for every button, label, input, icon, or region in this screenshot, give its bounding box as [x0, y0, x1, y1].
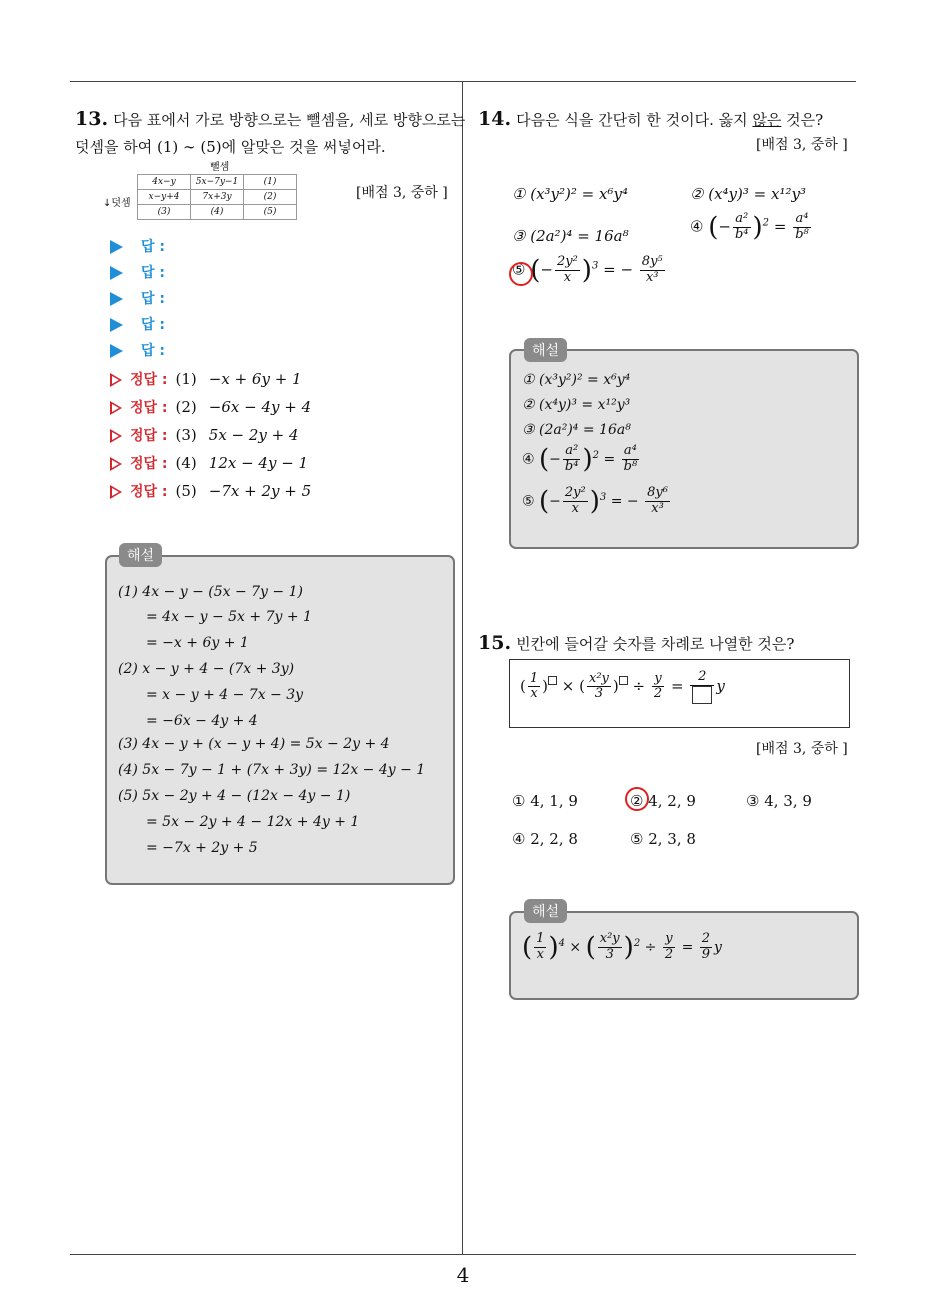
- solution-label: 정답 :: [130, 456, 168, 472]
- times-sign: ×: [561, 676, 575, 695]
- arrow-outline-icon: [110, 429, 122, 443]
- denominator: b⁴: [734, 226, 749, 242]
- table-cell: 4x−y: [138, 175, 191, 190]
- exponent: 3: [591, 260, 599, 272]
- equation: ( $\frac{1}{x}$ ) × ( $\frac{\text{x²y}}{3}$ ) ÷ $\frac{y}{2}$ = 2 y: [520, 670, 725, 704]
- denominator: b⁸: [623, 458, 638, 474]
- selected-answer-mark: [509, 262, 533, 286]
- denominator: 9: [701, 946, 711, 962]
- explanation-line: (5) 5x − 2y + 4 − (12x − 4y − 1): [118, 788, 351, 804]
- bottom-rule: [70, 1254, 856, 1255]
- page-number: 4: [456, 1263, 470, 1287]
- option-3[interactable]: ③ (2a²)⁴ = 16a⁸: [512, 227, 629, 245]
- table-top-label: 뺄셈: [210, 162, 230, 173]
- table-cell: 7x+3y: [191, 190, 244, 205]
- times-sign: ×: [569, 939, 582, 956]
- exponent: 2: [762, 217, 770, 229]
- numerator: 8y⁶: [647, 485, 668, 500]
- solution-number: (1): [175, 370, 197, 388]
- numerator: a²: [563, 444, 581, 460]
- explanation-line: = 5x − 2y + 4 − 12x + 4y + 1: [146, 814, 360, 830]
- denominator: 2: [664, 946, 674, 962]
- denominator: 3: [594, 686, 604, 702]
- table-cell: (1): [244, 175, 297, 190]
- explanation-equation: ( $\frac{1}{x}$ )$^4$ × ( $\frac{\text{x²y}}{3}$ )$^2$ ÷ $\frac{y}{2}$ = $\frac{2}{9}$ y: [522, 931, 722, 963]
- explanation-line: (3) 4x − y + (x − y + 4) = 5x − 2y + 4: [118, 736, 390, 752]
- solution-expression: −6x − 4y + 4: [208, 398, 312, 416]
- table-row: [138, 205, 297, 220]
- denominator: 2: [653, 686, 663, 702]
- question-number: 15.: [478, 632, 512, 654]
- numerator: 8y⁵: [641, 254, 663, 269]
- minus: −: [549, 493, 561, 510]
- question-15: [478, 632, 794, 654]
- solution-number: (2): [175, 398, 197, 416]
- top-rule: [70, 81, 856, 82]
- solution-number: (5): [175, 482, 197, 500]
- equals: =: [681, 939, 694, 956]
- solution-number: (3): [175, 426, 197, 444]
- explanation-line: = 4x − y − 5x + 7y + 1: [146, 609, 312, 625]
- solution-label: 정답 :: [130, 400, 168, 416]
- arrow-icon: [110, 266, 123, 280]
- variable: y: [714, 939, 722, 956]
- operation-table: [137, 174, 297, 220]
- table-cell: (3): [138, 205, 191, 220]
- option-1[interactable]: ① (x³y²)² = x⁶y⁴: [512, 185, 628, 203]
- option-2[interactable]: ② 4, 2, 9: [630, 792, 696, 810]
- question-meta: [배점 3, 중하 ]: [356, 185, 448, 201]
- column-divider: [462, 81, 463, 1254]
- explanation-line: ② (x⁴y)³ = x¹²y³: [522, 397, 631, 413]
- equals: =: [773, 217, 787, 236]
- text-part: 덧셈을 하여 (1): [75, 138, 179, 156]
- solution-line: [110, 425, 299, 445]
- exponent: 3: [599, 491, 607, 503]
- text-part: (5)에 알맞은 것을 써넣어라.: [200, 138, 386, 156]
- text-part: 것은?: [781, 111, 824, 129]
- solution-expression: −x + 6y + 1: [208, 370, 302, 388]
- numerator: x²y: [599, 931, 620, 946]
- table-cell: (4): [191, 205, 244, 220]
- numerator: a⁴: [793, 212, 811, 228]
- numerator: 1: [529, 670, 539, 686]
- denominator: x: [536, 946, 544, 962]
- question-14: [478, 108, 823, 130]
- option-1[interactable]: ① 4, 1, 9: [512, 792, 578, 810]
- denominator: b⁴: [564, 458, 579, 474]
- question-text-line1: 다음 표에서 가로 방향으로는 뺄셈을, 세로 방향으로는: [113, 111, 466, 129]
- denominator: 3: [605, 946, 614, 962]
- explanation-line: (1) 4x − y − (5x − 7y − 1): [118, 584, 303, 600]
- solution-line: [110, 481, 311, 501]
- solution-line: [110, 369, 302, 389]
- table-row: [138, 190, 297, 205]
- question-meta: [배점 3, 중하 ]: [756, 137, 848, 153]
- option-4[interactable]: ④ 2, 2, 8: [512, 830, 578, 848]
- equals: =: [603, 451, 616, 468]
- equals-minus: = −: [603, 260, 634, 279]
- minus: −: [540, 260, 553, 279]
- table-cell: x−y+4: [138, 190, 191, 205]
- solution-line: [110, 397, 311, 417]
- numerator: 2y²: [556, 254, 578, 269]
- answer-label: 답 :: [141, 317, 165, 333]
- explanation-line: = x − y + 4 − 7x − 3y: [146, 687, 304, 703]
- explanation-tag: 해설: [119, 543, 162, 567]
- answer-label: 답 :: [141, 291, 165, 307]
- option-3[interactable]: ③ 4, 3, 9: [746, 792, 812, 810]
- arrow-icon: [110, 292, 123, 306]
- answer-line[interactable]: [110, 314, 165, 334]
- numerator: 2: [690, 670, 714, 686]
- arrow-icon: [110, 344, 123, 358]
- option-number: ⑤: [522, 493, 535, 510]
- exponent: 4: [558, 937, 565, 949]
- answer-line[interactable]: [110, 340, 165, 360]
- arrow-outline-icon: [110, 373, 122, 387]
- solution-expression: 12x − 4y − 1: [208, 454, 309, 472]
- blank-box: [619, 676, 628, 685]
- denominator: x³: [651, 500, 664, 516]
- explanation-tag: 해설: [524, 899, 567, 923]
- underlined-word: 않은: [752, 111, 782, 129]
- arrow-icon: [110, 318, 123, 332]
- question-text-line2: [75, 136, 386, 157]
- solution-label: 정답 :: [130, 372, 168, 388]
- numerator: x²y: [589, 670, 609, 686]
- option-number: ④: [522, 451, 535, 468]
- numerator: a⁴: [622, 444, 640, 460]
- solution-expression: −7x + 2y + 5: [208, 482, 312, 500]
- answer-label: 답 :: [141, 265, 165, 281]
- arrow-icon: [110, 240, 123, 254]
- table-side-label: ↓덧셈: [103, 198, 131, 209]
- arrow-outline-icon: [110, 485, 122, 499]
- explanation-line: (4) 5x − 7y − 1 + (7x + 3y) = 12x − 4y − 1: [118, 762, 426, 778]
- option-number: ⑤: [512, 260, 526, 279]
- question-meta: [배점 3, 중하 ]: [756, 741, 848, 757]
- numerator: y: [663, 932, 675, 948]
- explanation-line: = −7x + 2y + 5: [146, 840, 258, 856]
- numerator: 2y²: [564, 485, 586, 500]
- explanation-line: ① (x³y²)² = x⁶y⁴: [522, 372, 631, 388]
- question-text: 빈칸에 들어갈 숫자를 차례로 나열한 것은?: [516, 635, 795, 653]
- table-cell: 5x−7y−1: [191, 175, 244, 190]
- blank-box: [548, 676, 557, 685]
- option-5[interactable]: ⑤ 2, 3, 8: [630, 830, 696, 848]
- question-number: 13.: [75, 108, 109, 130]
- numerator: 2: [701, 931, 711, 946]
- question-number: 14.: [478, 108, 512, 130]
- explanation-line: = −x + 6y + 1: [146, 635, 249, 651]
- text-part: 다음은 식을 간단히 한 것이다. 옳지: [516, 111, 753, 129]
- blank-box: [692, 686, 712, 704]
- denominator: b⁸: [795, 226, 809, 242]
- explanation-line: ③ (2a²)⁴ = 16a⁸: [522, 422, 631, 438]
- answer-line[interactable]: [110, 262, 165, 282]
- arrow-outline-icon: [110, 457, 122, 471]
- numerator: y: [652, 672, 664, 688]
- exponent: 2: [592, 449, 599, 461]
- explanation-line-4: ④ (− $\frac{\text{a²}}{\text{b⁴}}$ )$^2$ = $\frac{\text{a⁴}}{\text{b⁸}}$: [522, 443, 638, 475]
- denominator: x: [530, 686, 538, 702]
- explanation-tag: 해설: [524, 338, 567, 362]
- arrow-outline-icon: [110, 401, 122, 415]
- solution-label: 정답 :: [130, 428, 168, 444]
- option-2[interactable]: ② (x⁴y)³ = x¹²y³: [690, 185, 806, 203]
- denominator: x: [563, 269, 572, 285]
- equals-minus: = −: [610, 493, 639, 510]
- numerator: a²: [733, 212, 751, 228]
- minus: −: [718, 217, 731, 236]
- option-4[interactable]: ④ (− $\frac{\text{a²}}{\text{b⁴}}$ )$^2$ = $\frac{\text{a⁴}}{\text{b⁸}}$: [690, 211, 809, 243]
- table-cell: (2): [244, 190, 297, 205]
- explanation-line: (2) x − y + 4 − (7x + 3y): [118, 661, 295, 677]
- denominator: x: [571, 500, 579, 516]
- answer-label: 답 :: [141, 239, 165, 255]
- equals: =: [670, 676, 684, 695]
- minus: −: [549, 451, 561, 468]
- numerator: 1: [536, 931, 545, 946]
- option-number: ④: [690, 217, 704, 236]
- table-cell: (5): [244, 205, 297, 220]
- variable: y: [716, 676, 725, 695]
- table-row: [138, 175, 297, 190]
- tilde-symbol: ∼: [183, 138, 196, 156]
- divide-sign: ÷: [644, 939, 657, 956]
- answer-line[interactable]: [110, 236, 165, 256]
- answer-line[interactable]: [110, 288, 165, 308]
- answer-label: 답 :: [141, 343, 165, 359]
- question-13: [75, 108, 465, 130]
- explanation-line: = −6x − 4y + 4: [146, 713, 258, 729]
- exponent: 2: [633, 937, 641, 949]
- selected-answer-mark: [625, 787, 649, 811]
- solution-label: 정답 :: [130, 484, 168, 500]
- divide-sign: ÷: [632, 676, 646, 695]
- option-5[interactable]: ⑤ (− $\frac{\text{2y²}}{x}$ )$^3$ = − $\frac{\text{8y⁵}}{\text{x³}}$: [512, 254, 663, 286]
- solution-expression: 5x − 2y + 4: [208, 426, 299, 444]
- explanation-line-5: ⑤ (− $\frac{\text{2y²}}{x}$ )$^3$ = − $\frac{\text{8y⁶}}{\text{x³}}$: [522, 485, 668, 517]
- solution-line: [110, 453, 308, 473]
- solution-number: (4): [175, 454, 197, 472]
- denominator: x³: [645, 269, 659, 285]
